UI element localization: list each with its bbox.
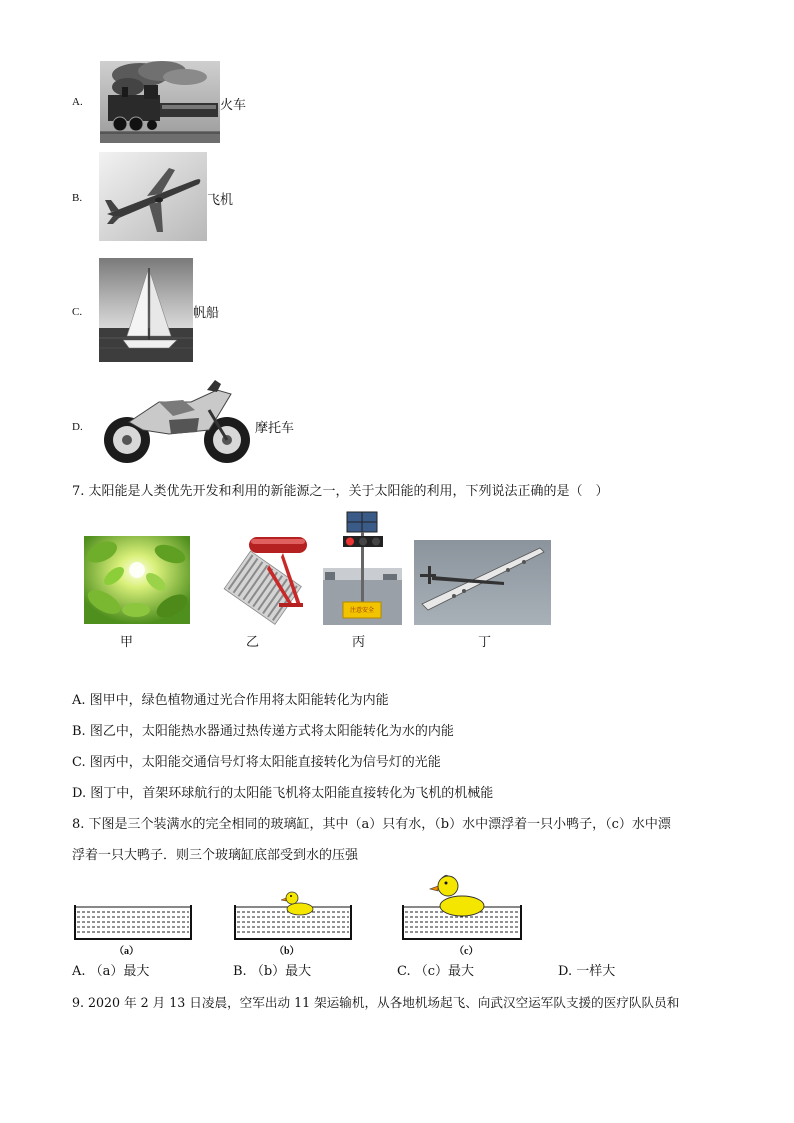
airplane-photo: [99, 152, 207, 241]
option-c-letter: C.: [72, 306, 83, 318]
tank-label-a: （a）: [114, 946, 139, 957]
steam-train-photo: [100, 61, 220, 143]
option-c-label: 帆船: [193, 306, 220, 321]
q8-stem-line2: 浮着一只大鸭子．则三个玻璃缸底部受到水的压强: [72, 848, 359, 863]
q8-stem-line1: 8. 下图是三个装满水的完全相同的玻璃缸，其中（a）只有水，（b）水中漂浮着一只小鸭子，（c）水中漂: [72, 817, 671, 832]
sailboat-photo: [99, 258, 193, 362]
caption-ding: 丁: [478, 635, 492, 650]
option-d-label: 摩托车: [255, 421, 295, 436]
solar-water-heater-photo: [209, 535, 310, 627]
q7-option-d: D. 图丁中，首架环球航行的太阳能飞机将太阳能直接转化为飞机的机械能: [72, 786, 494, 801]
small-duck-icon: [281, 892, 313, 915]
big-duck-icon: [430, 875, 484, 916]
caption-yi: 乙: [246, 635, 260, 650]
q7-stem: 7. 太阳能是人类优先开发和利用的新能源之一，关于太阳能的利用，下列说法正确的是（ ）: [72, 484, 609, 499]
q7-option-b: B. 图乙中，太阳能热水器通过热传递方式将太阳能转化为水的内能: [72, 724, 454, 739]
option-d-letter: D.: [72, 421, 83, 433]
q7-option-a: A. 图甲中，绿色植物通过光合作用将太阳能转化为内能: [72, 693, 389, 708]
traffic-sign-text: 注意安全: [350, 607, 375, 614]
glass-tank-b: [234, 888, 352, 941]
motorcycle-photo: [99, 380, 255, 466]
q8-option-d: D. 一样大: [558, 964, 616, 979]
green-leaves-photo: [84, 536, 190, 624]
option-b-letter: B.: [72, 192, 83, 204]
caption-jia: 甲: [120, 635, 134, 650]
tank-label-c: （c）: [454, 946, 479, 957]
glass-tank-a: [74, 903, 192, 941]
tank-label-b: （b）: [274, 946, 300, 957]
q9-stem: 9. 2020 年 2 月 13 日凌晨，空军出动 11 架运输机，从各地机场起飞、向武汉空运军队支援的医疗队队员和: [72, 995, 680, 1010]
glass-tank-c: [402, 872, 522, 941]
q7-option-c: C. 图丙中，太阳能交通信号灯将太阳能直接转化为信号灯的光能: [72, 755, 441, 770]
option-b-label: 飞机: [207, 193, 234, 208]
q8-option-b: B. （b）最大: [233, 964, 312, 979]
option-a-label: 火车: [220, 98, 247, 113]
q8-option-c: C. （c）最大: [397, 964, 475, 979]
caption-bing: 丙: [352, 635, 366, 650]
solar-plane-photo: [414, 540, 551, 625]
q8-option-a: A. （a）最大: [72, 964, 150, 979]
option-a-letter: A.: [72, 96, 83, 108]
